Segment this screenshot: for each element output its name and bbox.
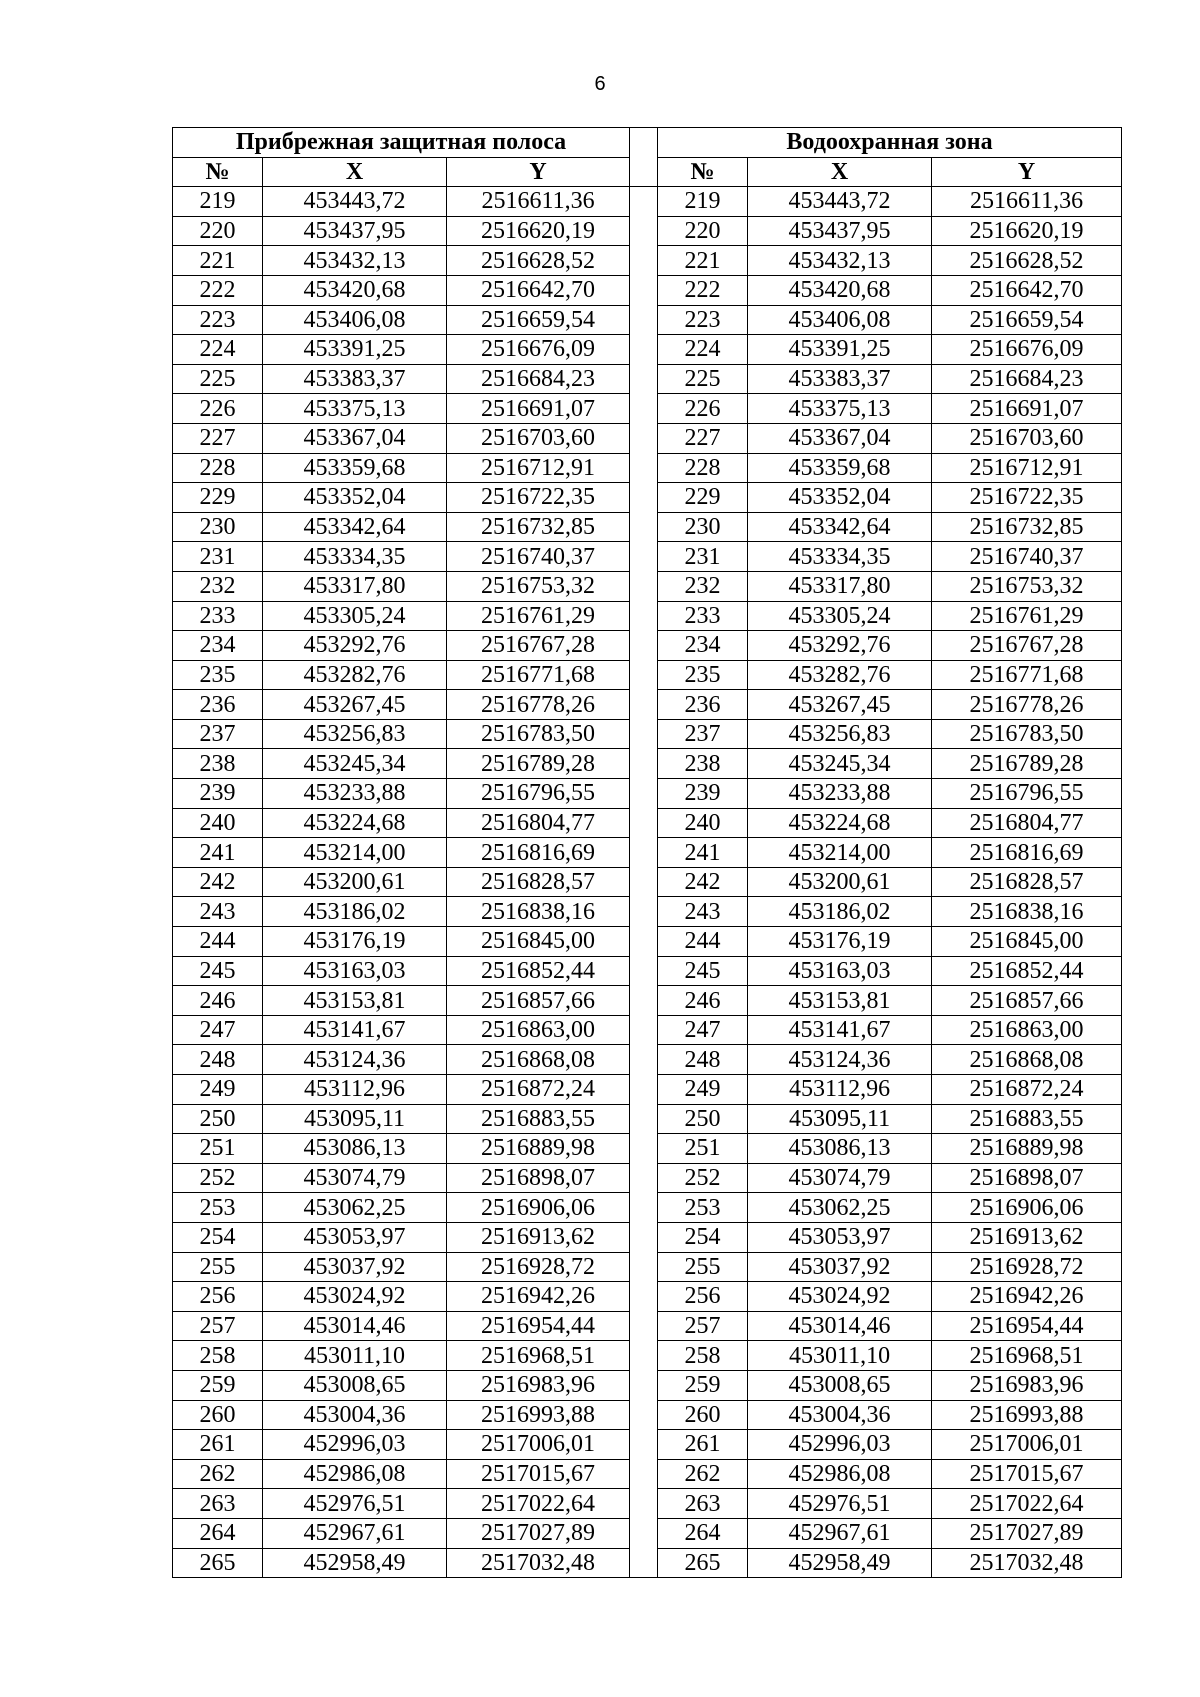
right-y-cell: 2516838,16 bbox=[932, 897, 1122, 927]
left-y-cell: 2516872,24 bbox=[447, 1075, 630, 1105]
right-x-cell: 453352,04 bbox=[748, 483, 932, 513]
left-num-cell: 242 bbox=[173, 867, 263, 897]
left-num-cell: 260 bbox=[173, 1400, 263, 1430]
right-x-cell: 453112,96 bbox=[748, 1075, 932, 1105]
left-num-cell: 223 bbox=[173, 305, 263, 335]
right-x-cell: 453305,24 bbox=[748, 601, 932, 631]
right-num-cell: 257 bbox=[658, 1311, 748, 1341]
right-x-cell: 453432,13 bbox=[748, 246, 932, 276]
left-y-cell: 2516838,16 bbox=[447, 897, 630, 927]
right-y-cell: 2516712,91 bbox=[932, 453, 1122, 483]
left-num-cell: 249 bbox=[173, 1075, 263, 1105]
left-y-cell: 2516712,91 bbox=[447, 453, 630, 483]
right-num-cell: 241 bbox=[658, 838, 748, 868]
right-y-cell: 2517032,48 bbox=[932, 1548, 1122, 1578]
right-y-cell: 2516883,55 bbox=[932, 1104, 1122, 1134]
right-x-cell: 453124,36 bbox=[748, 1045, 932, 1075]
left-num-cell: 229 bbox=[173, 483, 263, 513]
right-x-cell: 452958,49 bbox=[748, 1548, 932, 1578]
right-x-cell: 453011,10 bbox=[748, 1341, 932, 1371]
left-x-cell: 453153,81 bbox=[263, 986, 447, 1016]
left-y-cell: 2516816,69 bbox=[447, 838, 630, 868]
left-y-cell: 2516906,06 bbox=[447, 1193, 630, 1223]
right-x-cell: 453292,76 bbox=[748, 631, 932, 661]
right-x-cell: 453437,95 bbox=[748, 216, 932, 246]
left-num-cell: 234 bbox=[173, 631, 263, 661]
left-num-cell: 226 bbox=[173, 394, 263, 424]
left-y-cell: 2516968,51 bbox=[447, 1341, 630, 1371]
right-num-cell: 265 bbox=[658, 1548, 748, 1578]
left-num-cell: 237 bbox=[173, 719, 263, 749]
left-x-cell: 453176,19 bbox=[263, 927, 447, 957]
right-num-cell: 234 bbox=[658, 631, 748, 661]
right-x-cell: 453383,37 bbox=[748, 364, 932, 394]
right-x-cell: 453375,13 bbox=[748, 394, 932, 424]
right-section-title: Водоохранная зона bbox=[658, 128, 1122, 158]
right-x-cell: 453245,34 bbox=[748, 749, 932, 779]
left-x-cell: 453074,79 bbox=[263, 1163, 447, 1193]
left-num-cell: 247 bbox=[173, 1015, 263, 1045]
left-num-cell: 220 bbox=[173, 216, 263, 246]
right-x-cell: 453420,68 bbox=[748, 275, 932, 305]
right-num-cell: 227 bbox=[658, 423, 748, 453]
column-gap bbox=[630, 187, 658, 1578]
right-y-cell: 2516913,62 bbox=[932, 1222, 1122, 1252]
left-x-cell: 453024,92 bbox=[263, 1282, 447, 1312]
left-num-cell: 221 bbox=[173, 246, 263, 276]
left-x-cell: 453317,80 bbox=[263, 571, 447, 601]
right-y-cell: 2516684,23 bbox=[932, 364, 1122, 394]
right-x-cell: 453282,76 bbox=[748, 660, 932, 690]
left-x-cell: 453420,68 bbox=[263, 275, 447, 305]
left-num-cell: 256 bbox=[173, 1282, 263, 1312]
left-y-cell: 2516611,36 bbox=[447, 187, 630, 217]
left-y-cell: 2516642,70 bbox=[447, 275, 630, 305]
left-x-header: X bbox=[263, 157, 447, 187]
left-y-cell: 2516722,35 bbox=[447, 483, 630, 513]
right-y-cell: 2516928,72 bbox=[932, 1252, 1122, 1282]
right-x-cell: 453024,92 bbox=[748, 1282, 932, 1312]
left-y-cell: 2516852,44 bbox=[447, 956, 630, 986]
right-x-cell: 453200,61 bbox=[748, 867, 932, 897]
right-x-cell: 453186,02 bbox=[748, 897, 932, 927]
left-y-cell: 2516691,07 bbox=[447, 394, 630, 424]
left-num-cell: 235 bbox=[173, 660, 263, 690]
left-x-cell: 453214,00 bbox=[263, 838, 447, 868]
right-num-cell: 224 bbox=[658, 335, 748, 365]
right-num-cell: 264 bbox=[658, 1518, 748, 1548]
left-y-cell: 2516620,19 bbox=[447, 216, 630, 246]
left-num-cell: 259 bbox=[173, 1370, 263, 1400]
left-x-cell: 452967,61 bbox=[263, 1518, 447, 1548]
left-x-cell: 453245,34 bbox=[263, 749, 447, 779]
right-y-cell: 2516778,26 bbox=[932, 690, 1122, 720]
column-gap bbox=[630, 128, 658, 187]
right-num-cell: 253 bbox=[658, 1193, 748, 1223]
left-num-cell: 245 bbox=[173, 956, 263, 986]
right-y-cell: 2516703,60 bbox=[932, 423, 1122, 453]
right-y-cell: 2516691,07 bbox=[932, 394, 1122, 424]
right-num-cell: 237 bbox=[658, 719, 748, 749]
right-x-cell: 453014,46 bbox=[748, 1311, 932, 1341]
left-y-cell: 2516898,07 bbox=[447, 1163, 630, 1193]
left-x-cell: 453334,35 bbox=[263, 542, 447, 572]
left-num-cell: 238 bbox=[173, 749, 263, 779]
left-y-cell: 2517027,89 bbox=[447, 1518, 630, 1548]
left-x-cell: 453391,25 bbox=[263, 335, 447, 365]
right-num-cell: 242 bbox=[658, 867, 748, 897]
left-y-cell: 2516676,09 bbox=[447, 335, 630, 365]
left-y-cell: 2516845,00 bbox=[447, 927, 630, 957]
right-y-cell: 2516804,77 bbox=[932, 808, 1122, 838]
right-num-cell: 220 bbox=[658, 216, 748, 246]
right-x-cell: 453359,68 bbox=[748, 453, 932, 483]
left-x-cell: 453011,10 bbox=[263, 1341, 447, 1371]
right-x-cell: 453267,45 bbox=[748, 690, 932, 720]
left-num-cell: 248 bbox=[173, 1045, 263, 1075]
left-num-header: № bbox=[173, 157, 263, 187]
left-y-cell: 2516983,96 bbox=[447, 1370, 630, 1400]
right-num-cell: 261 bbox=[658, 1430, 748, 1460]
left-num-cell: 250 bbox=[173, 1104, 263, 1134]
right-y-cell: 2516872,24 bbox=[932, 1075, 1122, 1105]
left-y-cell: 2516913,62 bbox=[447, 1222, 630, 1252]
right-x-cell: 453008,65 bbox=[748, 1370, 932, 1400]
right-x-cell: 453004,36 bbox=[748, 1400, 932, 1430]
left-num-cell: 227 bbox=[173, 423, 263, 453]
left-x-cell: 453359,68 bbox=[263, 453, 447, 483]
right-num-cell: 233 bbox=[658, 601, 748, 631]
left-y-cell: 2516993,88 bbox=[447, 1400, 630, 1430]
left-num-cell: 232 bbox=[173, 571, 263, 601]
right-y-cell: 2516816,69 bbox=[932, 838, 1122, 868]
left-x-cell: 453186,02 bbox=[263, 897, 447, 927]
left-y-cell: 2516789,28 bbox=[447, 749, 630, 779]
left-x-cell: 453292,76 bbox=[263, 631, 447, 661]
left-x-cell: 452976,51 bbox=[263, 1489, 447, 1519]
left-y-cell: 2516761,29 bbox=[447, 601, 630, 631]
left-y-cell: 2516863,00 bbox=[447, 1015, 630, 1045]
right-y-cell: 2516771,68 bbox=[932, 660, 1122, 690]
left-x-cell: 453282,76 bbox=[263, 660, 447, 690]
left-x-cell: 453112,96 bbox=[263, 1075, 447, 1105]
right-y-cell: 2516611,36 bbox=[932, 187, 1122, 217]
right-num-cell: 235 bbox=[658, 660, 748, 690]
left-x-cell: 452996,03 bbox=[263, 1430, 447, 1460]
right-y-cell: 2516642,70 bbox=[932, 275, 1122, 305]
right-x-cell: 453443,72 bbox=[748, 187, 932, 217]
right-num-cell: 221 bbox=[658, 246, 748, 276]
right-y-cell: 2516620,19 bbox=[932, 216, 1122, 246]
left-y-cell: 2516771,68 bbox=[447, 660, 630, 690]
left-x-cell: 453305,24 bbox=[263, 601, 447, 631]
left-y-cell: 2516778,26 bbox=[447, 690, 630, 720]
table-header bbox=[173, 128, 1122, 187]
right-num-cell: 219 bbox=[658, 187, 748, 217]
left-num-cell: 261 bbox=[173, 1430, 263, 1460]
right-y-cell: 2516676,09 bbox=[932, 335, 1122, 365]
right-num-cell: 247 bbox=[658, 1015, 748, 1045]
left-x-cell: 453037,92 bbox=[263, 1252, 447, 1282]
right-y-cell: 2517006,01 bbox=[932, 1430, 1122, 1460]
left-y-cell: 2516659,54 bbox=[447, 305, 630, 335]
right-num-cell: 245 bbox=[658, 956, 748, 986]
left-num-cell: 246 bbox=[173, 986, 263, 1016]
right-y-cell: 2516906,06 bbox=[932, 1193, 1122, 1223]
right-num-cell: 250 bbox=[658, 1104, 748, 1134]
left-x-cell: 453432,13 bbox=[263, 246, 447, 276]
right-num-cell: 243 bbox=[658, 897, 748, 927]
right-num-cell: 263 bbox=[658, 1489, 748, 1519]
right-y-cell: 2516868,08 bbox=[932, 1045, 1122, 1075]
left-y-cell: 2517006,01 bbox=[447, 1430, 630, 1460]
right-x-cell: 453086,13 bbox=[748, 1134, 932, 1164]
left-num-cell: 233 bbox=[173, 601, 263, 631]
left-x-cell: 453267,45 bbox=[263, 690, 447, 720]
right-y-cell: 2516968,51 bbox=[932, 1341, 1122, 1371]
right-x-cell: 453256,83 bbox=[748, 719, 932, 749]
right-x-cell: 453153,81 bbox=[748, 986, 932, 1016]
right-y-cell: 2516954,44 bbox=[932, 1311, 1122, 1341]
right-num-cell: 228 bbox=[658, 453, 748, 483]
left-x-cell: 452958,49 bbox=[263, 1548, 447, 1578]
right-x-cell: 453334,35 bbox=[748, 542, 932, 572]
left-x-cell: 453367,04 bbox=[263, 423, 447, 453]
right-x-cell: 452986,08 bbox=[748, 1459, 932, 1489]
left-num-cell: 253 bbox=[173, 1193, 263, 1223]
right-y-cell: 2516889,98 bbox=[932, 1134, 1122, 1164]
left-num-cell: 258 bbox=[173, 1341, 263, 1371]
left-x-cell: 453095,11 bbox=[263, 1104, 447, 1134]
right-num-cell: 255 bbox=[658, 1252, 748, 1282]
table-row bbox=[173, 187, 1122, 217]
right-num-cell: 262 bbox=[658, 1459, 748, 1489]
left-y-cell: 2516732,85 bbox=[447, 512, 630, 542]
left-y-cell: 2516928,72 bbox=[447, 1252, 630, 1282]
left-y-cell: 2516889,98 bbox=[447, 1134, 630, 1164]
right-num-cell: 238 bbox=[658, 749, 748, 779]
section-title-row bbox=[173, 128, 1122, 158]
right-x-header: X bbox=[748, 157, 932, 187]
right-num-cell: 232 bbox=[658, 571, 748, 601]
left-num-cell: 224 bbox=[173, 335, 263, 365]
left-x-cell: 453124,36 bbox=[263, 1045, 447, 1075]
left-y-cell: 2516783,50 bbox=[447, 719, 630, 749]
left-y-cell: 2516942,26 bbox=[447, 1282, 630, 1312]
right-num-cell: 222 bbox=[658, 275, 748, 305]
right-num-cell: 249 bbox=[658, 1075, 748, 1105]
right-num-cell: 223 bbox=[658, 305, 748, 335]
left-x-cell: 452986,08 bbox=[263, 1459, 447, 1489]
table-body bbox=[173, 187, 1122, 1578]
right-y-cell: 2516783,50 bbox=[932, 719, 1122, 749]
left-y-cell: 2516804,77 bbox=[447, 808, 630, 838]
left-y-cell: 2516684,23 bbox=[447, 364, 630, 394]
right-x-cell: 453141,67 bbox=[748, 1015, 932, 1045]
left-num-cell: 252 bbox=[173, 1163, 263, 1193]
right-y-cell: 2516753,32 bbox=[932, 571, 1122, 601]
right-y-cell: 2516845,00 bbox=[932, 927, 1122, 957]
left-num-cell: 254 bbox=[173, 1222, 263, 1252]
right-x-cell: 453367,04 bbox=[748, 423, 932, 453]
right-y-cell: 2517022,64 bbox=[932, 1489, 1122, 1519]
right-x-cell: 453062,25 bbox=[748, 1193, 932, 1223]
left-section-title: Прибрежная защитная полоса bbox=[173, 128, 630, 158]
left-x-cell: 453406,08 bbox=[263, 305, 447, 335]
left-x-cell: 453342,64 bbox=[263, 512, 447, 542]
right-x-cell: 453233,88 bbox=[748, 779, 932, 809]
right-y-cell: 2516659,54 bbox=[932, 305, 1122, 335]
right-y-cell: 2516789,28 bbox=[932, 749, 1122, 779]
right-num-header: № bbox=[658, 157, 748, 187]
left-num-cell: 243 bbox=[173, 897, 263, 927]
left-x-cell: 453014,46 bbox=[263, 1311, 447, 1341]
right-y-cell: 2516740,37 bbox=[932, 542, 1122, 572]
left-x-cell: 453224,68 bbox=[263, 808, 447, 838]
right-x-cell: 453095,11 bbox=[748, 1104, 932, 1134]
left-x-cell: 453375,13 bbox=[263, 394, 447, 424]
right-x-cell: 453406,08 bbox=[748, 305, 932, 335]
left-x-cell: 453352,04 bbox=[263, 483, 447, 513]
left-y-cell: 2517022,64 bbox=[447, 1489, 630, 1519]
right-y-cell: 2516732,85 bbox=[932, 512, 1122, 542]
left-y-cell: 2516857,66 bbox=[447, 986, 630, 1016]
left-x-cell: 453233,88 bbox=[263, 779, 447, 809]
right-y-cell: 2516828,57 bbox=[932, 867, 1122, 897]
right-num-cell: 254 bbox=[658, 1222, 748, 1252]
left-num-cell: 239 bbox=[173, 779, 263, 809]
right-x-cell: 453163,03 bbox=[748, 956, 932, 986]
right-x-cell: 453391,25 bbox=[748, 335, 932, 365]
left-num-cell: 240 bbox=[173, 808, 263, 838]
left-y-cell: 2516796,55 bbox=[447, 779, 630, 809]
right-y-cell: 2516857,66 bbox=[932, 986, 1122, 1016]
left-x-cell: 453086,13 bbox=[263, 1134, 447, 1164]
left-x-cell: 453383,37 bbox=[263, 364, 447, 394]
left-num-cell: 257 bbox=[173, 1311, 263, 1341]
right-x-cell: 453214,00 bbox=[748, 838, 932, 868]
left-num-cell: 264 bbox=[173, 1518, 263, 1548]
right-x-cell: 453176,19 bbox=[748, 927, 932, 957]
left-num-cell: 263 bbox=[173, 1489, 263, 1519]
right-y-cell: 2516796,55 bbox=[932, 779, 1122, 809]
left-y-header: Y bbox=[447, 157, 630, 187]
right-num-cell: 260 bbox=[658, 1400, 748, 1430]
right-x-cell: 453224,68 bbox=[748, 808, 932, 838]
right-y-header: Y bbox=[932, 157, 1122, 187]
left-x-cell: 453163,03 bbox=[263, 956, 447, 986]
left-num-cell: 230 bbox=[173, 512, 263, 542]
right-y-cell: 2517015,67 bbox=[932, 1459, 1122, 1489]
right-x-cell: 452996,03 bbox=[748, 1430, 932, 1460]
right-y-cell: 2516898,07 bbox=[932, 1163, 1122, 1193]
right-x-cell: 453342,64 bbox=[748, 512, 932, 542]
right-y-cell: 2516983,96 bbox=[932, 1370, 1122, 1400]
right-num-cell: 239 bbox=[658, 779, 748, 809]
right-y-cell: 2517027,89 bbox=[932, 1518, 1122, 1548]
right-x-cell: 453074,79 bbox=[748, 1163, 932, 1193]
left-num-cell: 241 bbox=[173, 838, 263, 868]
left-y-cell: 2516703,60 bbox=[447, 423, 630, 453]
right-num-cell: 256 bbox=[658, 1282, 748, 1312]
right-y-cell: 2516993,88 bbox=[932, 1400, 1122, 1430]
left-y-cell: 2517015,67 bbox=[447, 1459, 630, 1489]
page-number: 6 bbox=[594, 73, 606, 95]
left-x-cell: 453437,95 bbox=[263, 216, 447, 246]
left-num-cell: 228 bbox=[173, 453, 263, 483]
left-num-cell: 262 bbox=[173, 1459, 263, 1489]
right-num-cell: 246 bbox=[658, 986, 748, 1016]
right-num-cell: 248 bbox=[658, 1045, 748, 1075]
left-x-cell: 453443,72 bbox=[263, 187, 447, 217]
left-y-cell: 2516628,52 bbox=[447, 246, 630, 276]
left-num-cell: 222 bbox=[173, 275, 263, 305]
left-num-cell: 265 bbox=[173, 1548, 263, 1578]
left-y-cell: 2516883,55 bbox=[447, 1104, 630, 1134]
right-y-cell: 2516852,44 bbox=[932, 956, 1122, 986]
right-x-cell: 453317,80 bbox=[748, 571, 932, 601]
left-x-cell: 453008,65 bbox=[263, 1370, 447, 1400]
left-x-cell: 453062,25 bbox=[263, 1193, 447, 1223]
coordinates-table bbox=[172, 127, 1122, 1578]
right-num-cell: 226 bbox=[658, 394, 748, 424]
right-num-cell: 229 bbox=[658, 483, 748, 513]
right-y-cell: 2516863,00 bbox=[932, 1015, 1122, 1045]
left-num-cell: 244 bbox=[173, 927, 263, 957]
right-x-cell: 453053,97 bbox=[748, 1222, 932, 1252]
left-x-cell: 453256,83 bbox=[263, 719, 447, 749]
right-y-cell: 2516942,26 bbox=[932, 1282, 1122, 1312]
left-x-cell: 453141,67 bbox=[263, 1015, 447, 1045]
left-num-cell: 255 bbox=[173, 1252, 263, 1282]
right-y-cell: 2516722,35 bbox=[932, 483, 1122, 513]
right-num-cell: 258 bbox=[658, 1341, 748, 1371]
left-num-cell: 219 bbox=[173, 187, 263, 217]
right-x-cell: 453037,92 bbox=[748, 1252, 932, 1282]
left-y-cell: 2516767,28 bbox=[447, 631, 630, 661]
right-num-cell: 240 bbox=[658, 808, 748, 838]
right-num-cell: 236 bbox=[658, 690, 748, 720]
right-y-cell: 2516761,29 bbox=[932, 601, 1122, 631]
right-num-cell: 252 bbox=[658, 1163, 748, 1193]
left-x-cell: 453200,61 bbox=[263, 867, 447, 897]
right-num-cell: 251 bbox=[658, 1134, 748, 1164]
left-num-cell: 225 bbox=[173, 364, 263, 394]
left-x-cell: 453004,36 bbox=[263, 1400, 447, 1430]
right-y-cell: 2516628,52 bbox=[932, 246, 1122, 276]
right-x-cell: 452967,61 bbox=[748, 1518, 932, 1548]
left-num-cell: 231 bbox=[173, 542, 263, 572]
right-num-cell: 244 bbox=[658, 927, 748, 957]
right-y-cell: 2516767,28 bbox=[932, 631, 1122, 661]
right-x-cell: 452976,51 bbox=[748, 1489, 932, 1519]
left-num-cell: 236 bbox=[173, 690, 263, 720]
left-y-cell: 2516753,32 bbox=[447, 571, 630, 601]
right-num-cell: 225 bbox=[658, 364, 748, 394]
left-y-cell: 2516828,57 bbox=[447, 867, 630, 897]
left-y-cell: 2516740,37 bbox=[447, 542, 630, 572]
left-num-cell: 251 bbox=[173, 1134, 263, 1164]
right-num-cell: 230 bbox=[658, 512, 748, 542]
right-num-cell: 259 bbox=[658, 1370, 748, 1400]
left-y-cell: 2516868,08 bbox=[447, 1045, 630, 1075]
left-x-cell: 453053,97 bbox=[263, 1222, 447, 1252]
left-y-cell: 2516954,44 bbox=[447, 1311, 630, 1341]
right-num-cell: 231 bbox=[658, 542, 748, 572]
left-y-cell: 2517032,48 bbox=[447, 1548, 630, 1578]
